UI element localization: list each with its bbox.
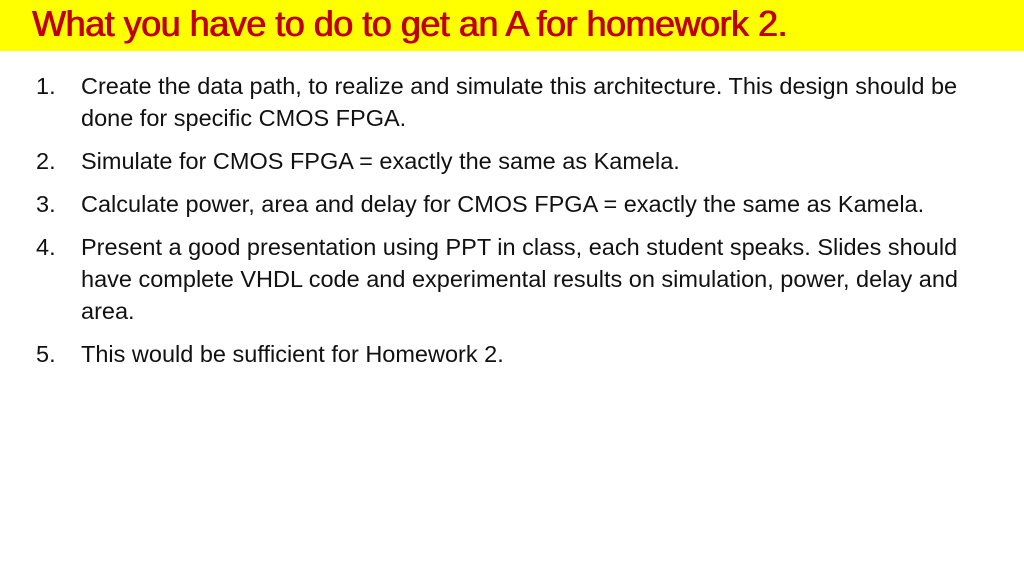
list-item-number: 3. (36, 191, 56, 217)
list-item-number: 1. (36, 73, 56, 99)
list-item (36, 338, 996, 370)
list-item-number: 2. (36, 148, 56, 174)
list-item (36, 145, 996, 177)
numbered-list (36, 70, 996, 381)
list-item-number: 5. (36, 341, 56, 367)
list-item-text: This would be sufficient for Homework 2. (81, 341, 504, 367)
list-item-number: 4. (36, 234, 56, 260)
slide-title: What you have to do to get an A for homework 2. (32, 3, 787, 44)
list-item-text: Calculate power, area and delay for CMOS FPGA = exactly the same as Kamela. (81, 191, 925, 217)
list-item-text: Present a good presentation using PPT in class, each student speaks. Slides should have complete VHDL code and experimental results on simulation, power, delay and area. (81, 234, 958, 324)
list-item (36, 231, 996, 327)
list-item (36, 188, 996, 220)
list-item-text: Simulate for CMOS FPGA = exactly the same as Kamela. (81, 148, 680, 174)
title-bar (0, 0, 1024, 51)
list-item-text: Create the data path, to realize and simulate this architecture. This design should be done for specific CMOS FPGA. (81, 73, 958, 131)
list-item (36, 70, 996, 134)
